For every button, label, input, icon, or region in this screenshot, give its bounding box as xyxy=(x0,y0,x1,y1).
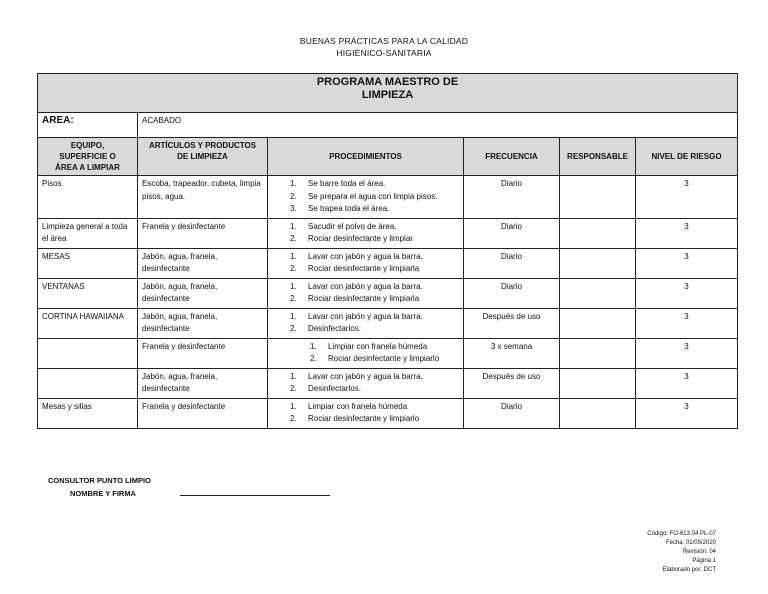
cell-procedimientos xyxy=(268,308,464,338)
procedure-step-text: Rociar desinfectante y limpiarlo xyxy=(328,354,440,363)
signature-name-label: NOMBRE Y FIRMA xyxy=(70,489,136,498)
table-row xyxy=(38,368,738,398)
procedure-step-text: Se trapea toda el área. xyxy=(308,204,390,213)
cell-nivel-riesgo: 3 xyxy=(636,398,738,428)
cell-responsable xyxy=(560,176,636,219)
procedure-step-text: Limpiar con franela húmeda xyxy=(328,341,428,351)
procedure-list xyxy=(272,221,459,246)
procedure-step-text: Rociar desinfectante y limpiar xyxy=(308,234,413,243)
procedure-step xyxy=(272,311,459,324)
procedure-step-text: Lavar con jabón y agua la barra. xyxy=(308,251,423,261)
cell-responsable xyxy=(560,338,636,368)
signature-block xyxy=(48,474,151,500)
cell-nivel-riesgo: 3 xyxy=(636,278,738,308)
cell-articulos: Franela y desinfectante xyxy=(138,398,268,428)
col-header-frecuencia: FRECUENCIA xyxy=(464,138,560,176)
cell-articulos: Jabón, agua, franela, desinfectante xyxy=(138,368,268,398)
procedure-step xyxy=(272,281,459,294)
area-label: AREA: xyxy=(38,113,138,138)
cell-procedimientos xyxy=(268,218,464,248)
col-header-responsable: RESPONSABLE xyxy=(560,138,636,176)
procedure-step-number: 2. xyxy=(310,354,317,363)
cell-procedimientos xyxy=(268,398,464,428)
procedure-step-number: 2. xyxy=(290,234,297,243)
footer-pagina: Página 1 xyxy=(692,558,716,564)
table-title xyxy=(38,74,738,113)
procedure-step xyxy=(272,221,459,234)
procedure-list xyxy=(272,401,459,426)
procedure-step-number: 2. xyxy=(290,414,297,423)
cell-frecuencia: Después de uso xyxy=(464,368,560,398)
cell-responsable xyxy=(560,308,636,338)
cleaning-program-table xyxy=(37,73,738,429)
procedure-step xyxy=(272,353,459,366)
procedure-step xyxy=(272,401,459,414)
cell-nivel-riesgo: 3 xyxy=(636,248,738,278)
cell-equipo: MESAS xyxy=(38,248,138,278)
cell-responsable xyxy=(560,278,636,308)
cell-nivel-riesgo: 3 xyxy=(636,308,738,338)
cell-responsable xyxy=(560,218,636,248)
cell-procedimientos xyxy=(268,368,464,398)
procedure-step xyxy=(272,383,459,396)
col-header-equipo xyxy=(38,138,138,176)
procedure-list xyxy=(272,371,459,396)
procedure-list xyxy=(272,281,459,306)
cell-frecuencia: Diario xyxy=(464,278,560,308)
col-header-equipo-line: ÁREA A LIMPIAR xyxy=(55,163,120,172)
procedure-step-text: Desinfectarlos. xyxy=(308,324,361,333)
cell-frecuencia: Diario xyxy=(464,218,560,248)
col-header-articulos-line: DE LIMPIEZA xyxy=(177,152,228,161)
procedure-step xyxy=(272,341,459,354)
procedure-list xyxy=(272,311,459,336)
procedure-step xyxy=(272,413,459,426)
procedure-step-number: 3. xyxy=(290,204,297,213)
col-header-articulos xyxy=(138,138,268,176)
cell-equipo: Limpieza general a toda el área xyxy=(38,218,138,248)
procedure-step-text: Se prepara el agua con limpia pisos. xyxy=(308,191,438,201)
procedure-step xyxy=(272,191,459,204)
procedure-step-number: 1. xyxy=(290,401,297,411)
procedure-step-number: 2. xyxy=(290,324,297,333)
cell-frecuencia: Diario xyxy=(464,176,560,219)
footer-fecha: Fecha: 01/05/2020 xyxy=(665,540,716,546)
procedure-step-text: Lavar con jabón y agua la barra. xyxy=(308,281,423,291)
procedure-step-text: Rociar desinfectante y limpiarla xyxy=(308,264,420,273)
procedure-step xyxy=(272,233,459,246)
procedure-step-text: Rociar desinfectante y limpiarla xyxy=(308,294,420,303)
procedure-step-number: 1. xyxy=(290,371,297,381)
cell-procedimientos xyxy=(268,176,464,219)
cell-equipo xyxy=(38,338,138,368)
title-line-2: LIMPIEZA xyxy=(361,88,414,101)
col-header-nivel-riesgo: NIVEL DE RIESGO xyxy=(636,138,738,176)
cell-articulos: Franela y desinfectante xyxy=(138,218,268,248)
cell-procedimientos xyxy=(268,248,464,278)
procedure-step-text: Limpiar con franela húmeda xyxy=(308,401,408,411)
footer-revision: Revisión: 04 xyxy=(682,549,716,555)
procedure-step xyxy=(272,293,459,306)
cell-nivel-riesgo: 3 xyxy=(636,338,738,368)
procedure-step-text: Desinfectarlos. xyxy=(308,384,361,393)
col-header-procedimientos: PROCEDIMIENTOS xyxy=(268,138,464,176)
table-row xyxy=(38,308,738,338)
procedure-step-number: 1. xyxy=(290,179,297,188)
title-line-1: PROGRAMA MAESTRO DE xyxy=(316,76,459,88)
procedure-step xyxy=(272,251,459,264)
col-header-equipo-line: SUPERFICIE O xyxy=(59,152,116,161)
header-line-2: HIGIÉNICO-SANITARIA xyxy=(336,48,432,58)
cell-responsable xyxy=(560,368,636,398)
col-header-articulos-line: ARTÍCULOS Y PRODUCTOS xyxy=(148,141,257,150)
cell-articulos: Jabón, agua, franela, desinfectante xyxy=(138,278,268,308)
document-header xyxy=(0,35,768,59)
cell-articulos: Escoba, trapeador, cubeta, limpia pisos, agua. xyxy=(138,176,268,219)
procedure-list xyxy=(272,178,459,216)
table-row xyxy=(38,398,738,428)
footer-codigo: Código: FO-613.04 PL-07 xyxy=(647,531,716,537)
table-row xyxy=(38,176,738,219)
cell-articulos: Jabón, agua, franela, desinfectante xyxy=(138,308,268,338)
cell-frecuencia: 3 x semana xyxy=(464,338,560,368)
procedure-step xyxy=(272,203,459,216)
procedure-step-number: 1. xyxy=(290,311,297,321)
signature-consultant-label: CONSULTOR PUNTO LIMPIO xyxy=(48,476,151,485)
area-value: ACABADO xyxy=(138,113,738,138)
procedure-step-number: 2. xyxy=(290,264,297,273)
procedure-step-number: 1. xyxy=(290,221,297,231)
procedure-step-number: 2. xyxy=(290,191,297,201)
table-row xyxy=(38,338,738,368)
procedure-step-text: Sacudir el polvo de área. xyxy=(308,221,397,231)
table-row xyxy=(38,218,738,248)
signature-line xyxy=(180,495,330,496)
cell-responsable xyxy=(560,248,636,278)
cell-nivel-riesgo: 3 xyxy=(636,176,738,219)
cell-frecuencia: Diario xyxy=(464,398,560,428)
header-line-1: BUENAS PRÁCTICAS PARA LA CALIDAD xyxy=(299,36,469,46)
procedure-step-number: 2. xyxy=(290,384,297,393)
cell-nivel-riesgo: 3 xyxy=(636,368,738,398)
cell-frecuencia: Diario xyxy=(464,248,560,278)
procedure-step-number: 1. xyxy=(310,341,317,351)
table-row xyxy=(38,248,738,278)
procedure-step xyxy=(272,178,459,191)
procedure-step xyxy=(272,371,459,384)
cell-articulos: Jabón, agua, franela, desinfectante xyxy=(138,248,268,278)
procedure-step-text: Se barre toda el área. xyxy=(308,179,386,188)
cell-responsable xyxy=(560,398,636,428)
cell-nivel-riesgo: 3 xyxy=(636,218,738,248)
procedure-list xyxy=(272,251,459,276)
cell-equipo: CORTINA HAWAIIANA xyxy=(38,308,138,338)
procedure-step-text: Lavar con jabón y agua la barra. xyxy=(308,311,423,321)
procedure-step-text: Rociar desinfectante y limpiarlo xyxy=(308,414,420,423)
footer-elaborado: Elaborado por: DCT xyxy=(662,567,716,573)
procedure-step-number: 1. xyxy=(290,281,297,291)
cell-procedimientos xyxy=(268,338,464,368)
cell-procedimientos xyxy=(268,278,464,308)
col-header-equipo-line: EQUIPO, xyxy=(70,141,105,150)
cell-equipo: Mesas y sillas xyxy=(38,398,138,428)
cell-equipo xyxy=(38,368,138,398)
cell-frecuencia: Después de uso xyxy=(464,308,560,338)
procedure-step-number: 2. xyxy=(290,294,297,303)
procedure-step-number: 1. xyxy=(290,251,297,261)
cell-equipo: VENTANAS xyxy=(38,278,138,308)
procedure-step-text: Lavar con jabón y agua la barra. xyxy=(308,371,423,381)
procedure-step xyxy=(272,263,459,276)
cell-equipo: Pisos xyxy=(38,176,138,219)
cell-articulos: Franela y desinfectante xyxy=(138,338,268,368)
table-row xyxy=(38,278,738,308)
procedure-list xyxy=(272,341,459,366)
procedure-step xyxy=(272,323,459,336)
document-footer xyxy=(647,530,716,575)
